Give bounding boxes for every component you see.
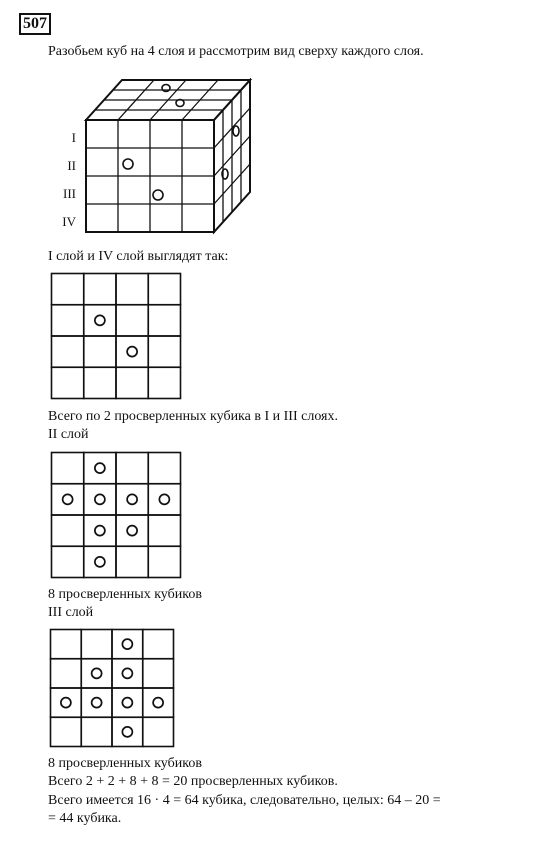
hole-mark xyxy=(92,668,102,678)
hole-mark xyxy=(61,698,71,708)
grid-cell xyxy=(143,630,174,659)
hole-mark xyxy=(95,526,105,536)
hole-mark xyxy=(127,526,137,536)
cube-diagram xyxy=(48,78,258,248)
grid-cell xyxy=(51,659,82,688)
hole-mark xyxy=(95,557,105,567)
grid-cell xyxy=(52,484,84,515)
grid-cell xyxy=(112,717,143,746)
intro-text: Разобьем куб на 4 слоя и рассмотрим вид сверху каждого слоя. xyxy=(48,44,424,59)
grid-cell xyxy=(112,630,143,659)
grid-cell xyxy=(52,336,84,367)
final-line-2: = 44 кубика. xyxy=(48,811,122,826)
grid-cell xyxy=(148,305,180,336)
grid-cell xyxy=(51,717,82,746)
grid-layer-3 xyxy=(49,628,175,748)
grid-cell xyxy=(84,484,116,515)
total-line: Всего 2 + 2 + 8 + 8 = 20 просверленных кубиков. xyxy=(48,774,338,789)
hole-mark xyxy=(63,494,73,504)
hole-mark xyxy=(123,159,133,169)
grid-cell xyxy=(81,630,112,659)
grid-cell xyxy=(112,659,143,688)
grid-layer-2 xyxy=(50,451,182,579)
hole-mark xyxy=(153,190,163,200)
caption-layers-1-4: I слой и IV слой выглядят так: xyxy=(48,249,229,264)
grid-cell xyxy=(148,453,180,484)
hole-mark xyxy=(95,315,105,325)
hole-mark xyxy=(95,463,105,473)
grid-cell xyxy=(116,336,148,367)
layer-2-label: II слой xyxy=(48,427,89,442)
grid-cell xyxy=(84,305,116,336)
cube-label-3: III xyxy=(63,186,76,201)
grid-cell xyxy=(51,630,82,659)
grid-cell xyxy=(52,515,84,546)
hole-mark xyxy=(122,727,132,737)
grid-cell xyxy=(52,305,84,336)
grid-cell xyxy=(84,453,116,484)
hole-mark xyxy=(127,494,137,504)
summary-layers-1-3: Всего по 2 просверленных кубика в I и III слоях. xyxy=(48,409,338,424)
grid-cell xyxy=(84,367,116,398)
grid-cell xyxy=(148,484,180,515)
grid-cell xyxy=(143,659,174,688)
grid-cell xyxy=(116,453,148,484)
hole-mark xyxy=(122,668,132,678)
grid-cell xyxy=(81,717,112,746)
grid-cell xyxy=(116,367,148,398)
grid-cell xyxy=(148,274,180,305)
grid-cell xyxy=(81,688,112,717)
grid-cell xyxy=(116,305,148,336)
hole-mark xyxy=(233,126,239,136)
hole-mark xyxy=(159,494,169,504)
hole-mark xyxy=(95,494,105,504)
grid-cell xyxy=(148,336,180,367)
cube-label-4: IV xyxy=(62,214,76,229)
grid-cell xyxy=(143,717,174,746)
grid-cell xyxy=(116,546,148,577)
grid-cell xyxy=(148,367,180,398)
grid-cell xyxy=(84,515,116,546)
grid-cell xyxy=(52,274,84,305)
hole-mark xyxy=(127,347,137,357)
grid-cell xyxy=(81,659,112,688)
grid-cell xyxy=(143,688,174,717)
grid-cell xyxy=(51,688,82,717)
grid-cell xyxy=(52,453,84,484)
grid-cell xyxy=(52,546,84,577)
grid-cell xyxy=(112,688,143,717)
count-layer-2: 8 просверленных кубиков xyxy=(48,587,202,602)
cube-label-2: II xyxy=(67,158,76,173)
grid-cell xyxy=(84,546,116,577)
layer-3-label: III слой xyxy=(48,605,94,620)
grid-cell xyxy=(116,515,148,546)
cube-label-1: I xyxy=(71,130,76,145)
hole-mark xyxy=(153,698,163,708)
count-layer-3: 8 просверленных кубиков xyxy=(48,756,202,771)
grid-cell xyxy=(52,367,84,398)
hole-mark xyxy=(122,639,132,649)
hole-mark xyxy=(122,698,132,708)
problem-number: 507 xyxy=(19,13,51,35)
grid-cell xyxy=(116,274,148,305)
final-line-1: Всего имеется 16 · 4 = 64 кубика, следовательно, целых: 64 – 20 = xyxy=(48,793,441,808)
grid-cell xyxy=(84,336,116,367)
grid-cell xyxy=(148,546,180,577)
grid-cell xyxy=(116,484,148,515)
grid-cell xyxy=(148,515,180,546)
grid-cell xyxy=(84,274,116,305)
hole-mark xyxy=(92,698,102,708)
grid-layer-1-4 xyxy=(50,272,182,400)
